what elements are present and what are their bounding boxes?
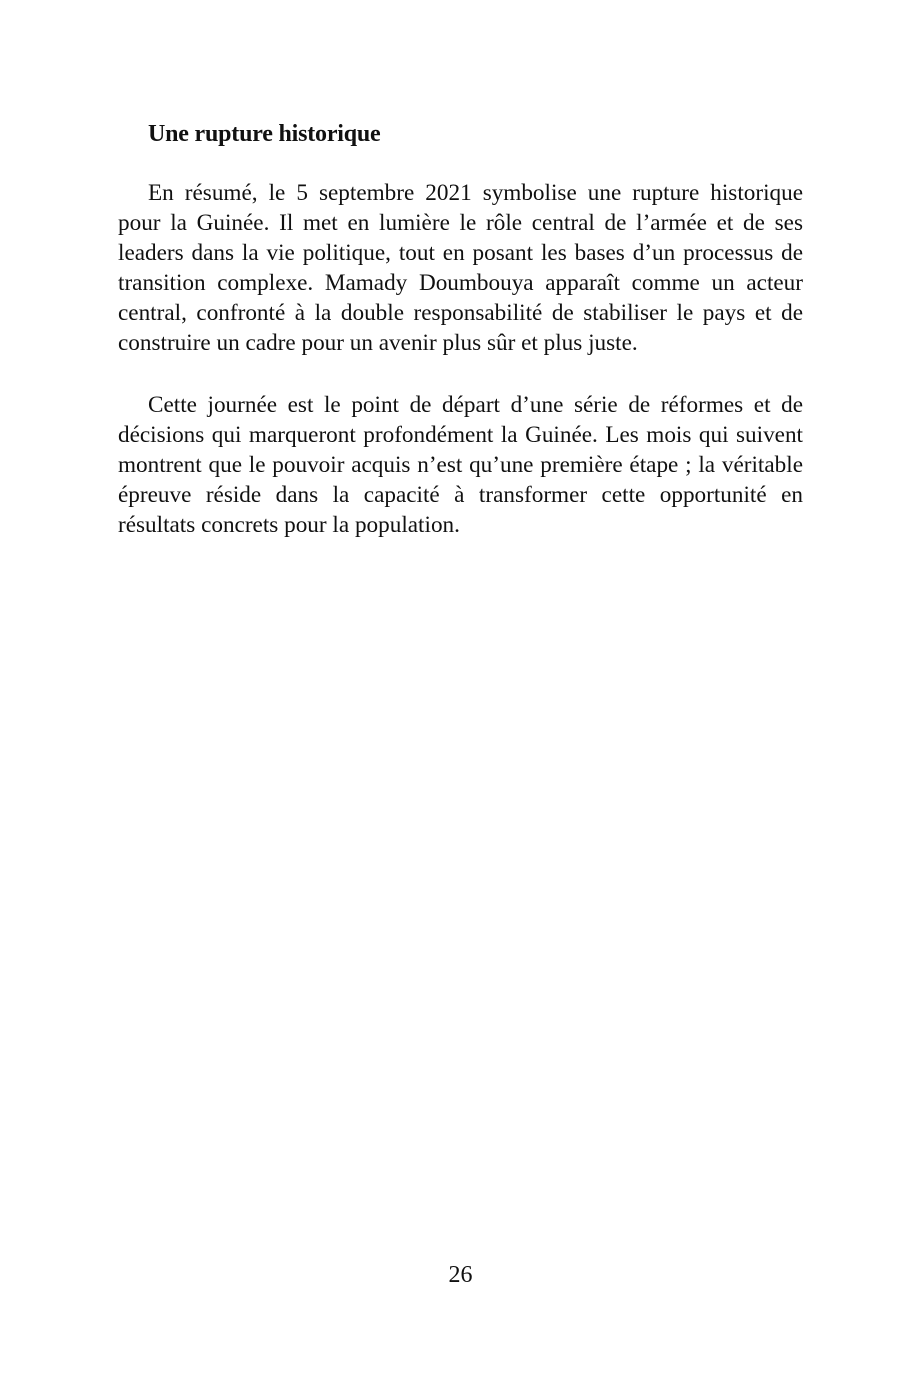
paragraph-summary: En résumé, le 5 septembre 2021 symbolise une rupture historique pour la Guinée. Il met en lumière le rôle central de l’armée et de ses leaders dans la vie politique, tout en posant les bases d’un processus de transition complexe. Mamady Doumbouya apparaît comme un acteur central, confronté à la double responsabilité de stabiliser le pays et de construire un cadre pour un avenir plus sûr et plus juste. xyxy=(118,180,803,356)
page-number: 26 xyxy=(448,1262,473,1288)
section-heading: Une rupture historique xyxy=(148,121,381,147)
paragraph-reforms: Cette journée est le point de départ d’une série de réformes et de décisions qui marqueront profondément la Guinée. Les mois qui suivent montrent que le pouvoir acquis n’est qu’une première étape ; la véritable épreuve réside dans la capacité à transformer cette opportunité en résultats concrets pour la population. xyxy=(118,392,803,538)
